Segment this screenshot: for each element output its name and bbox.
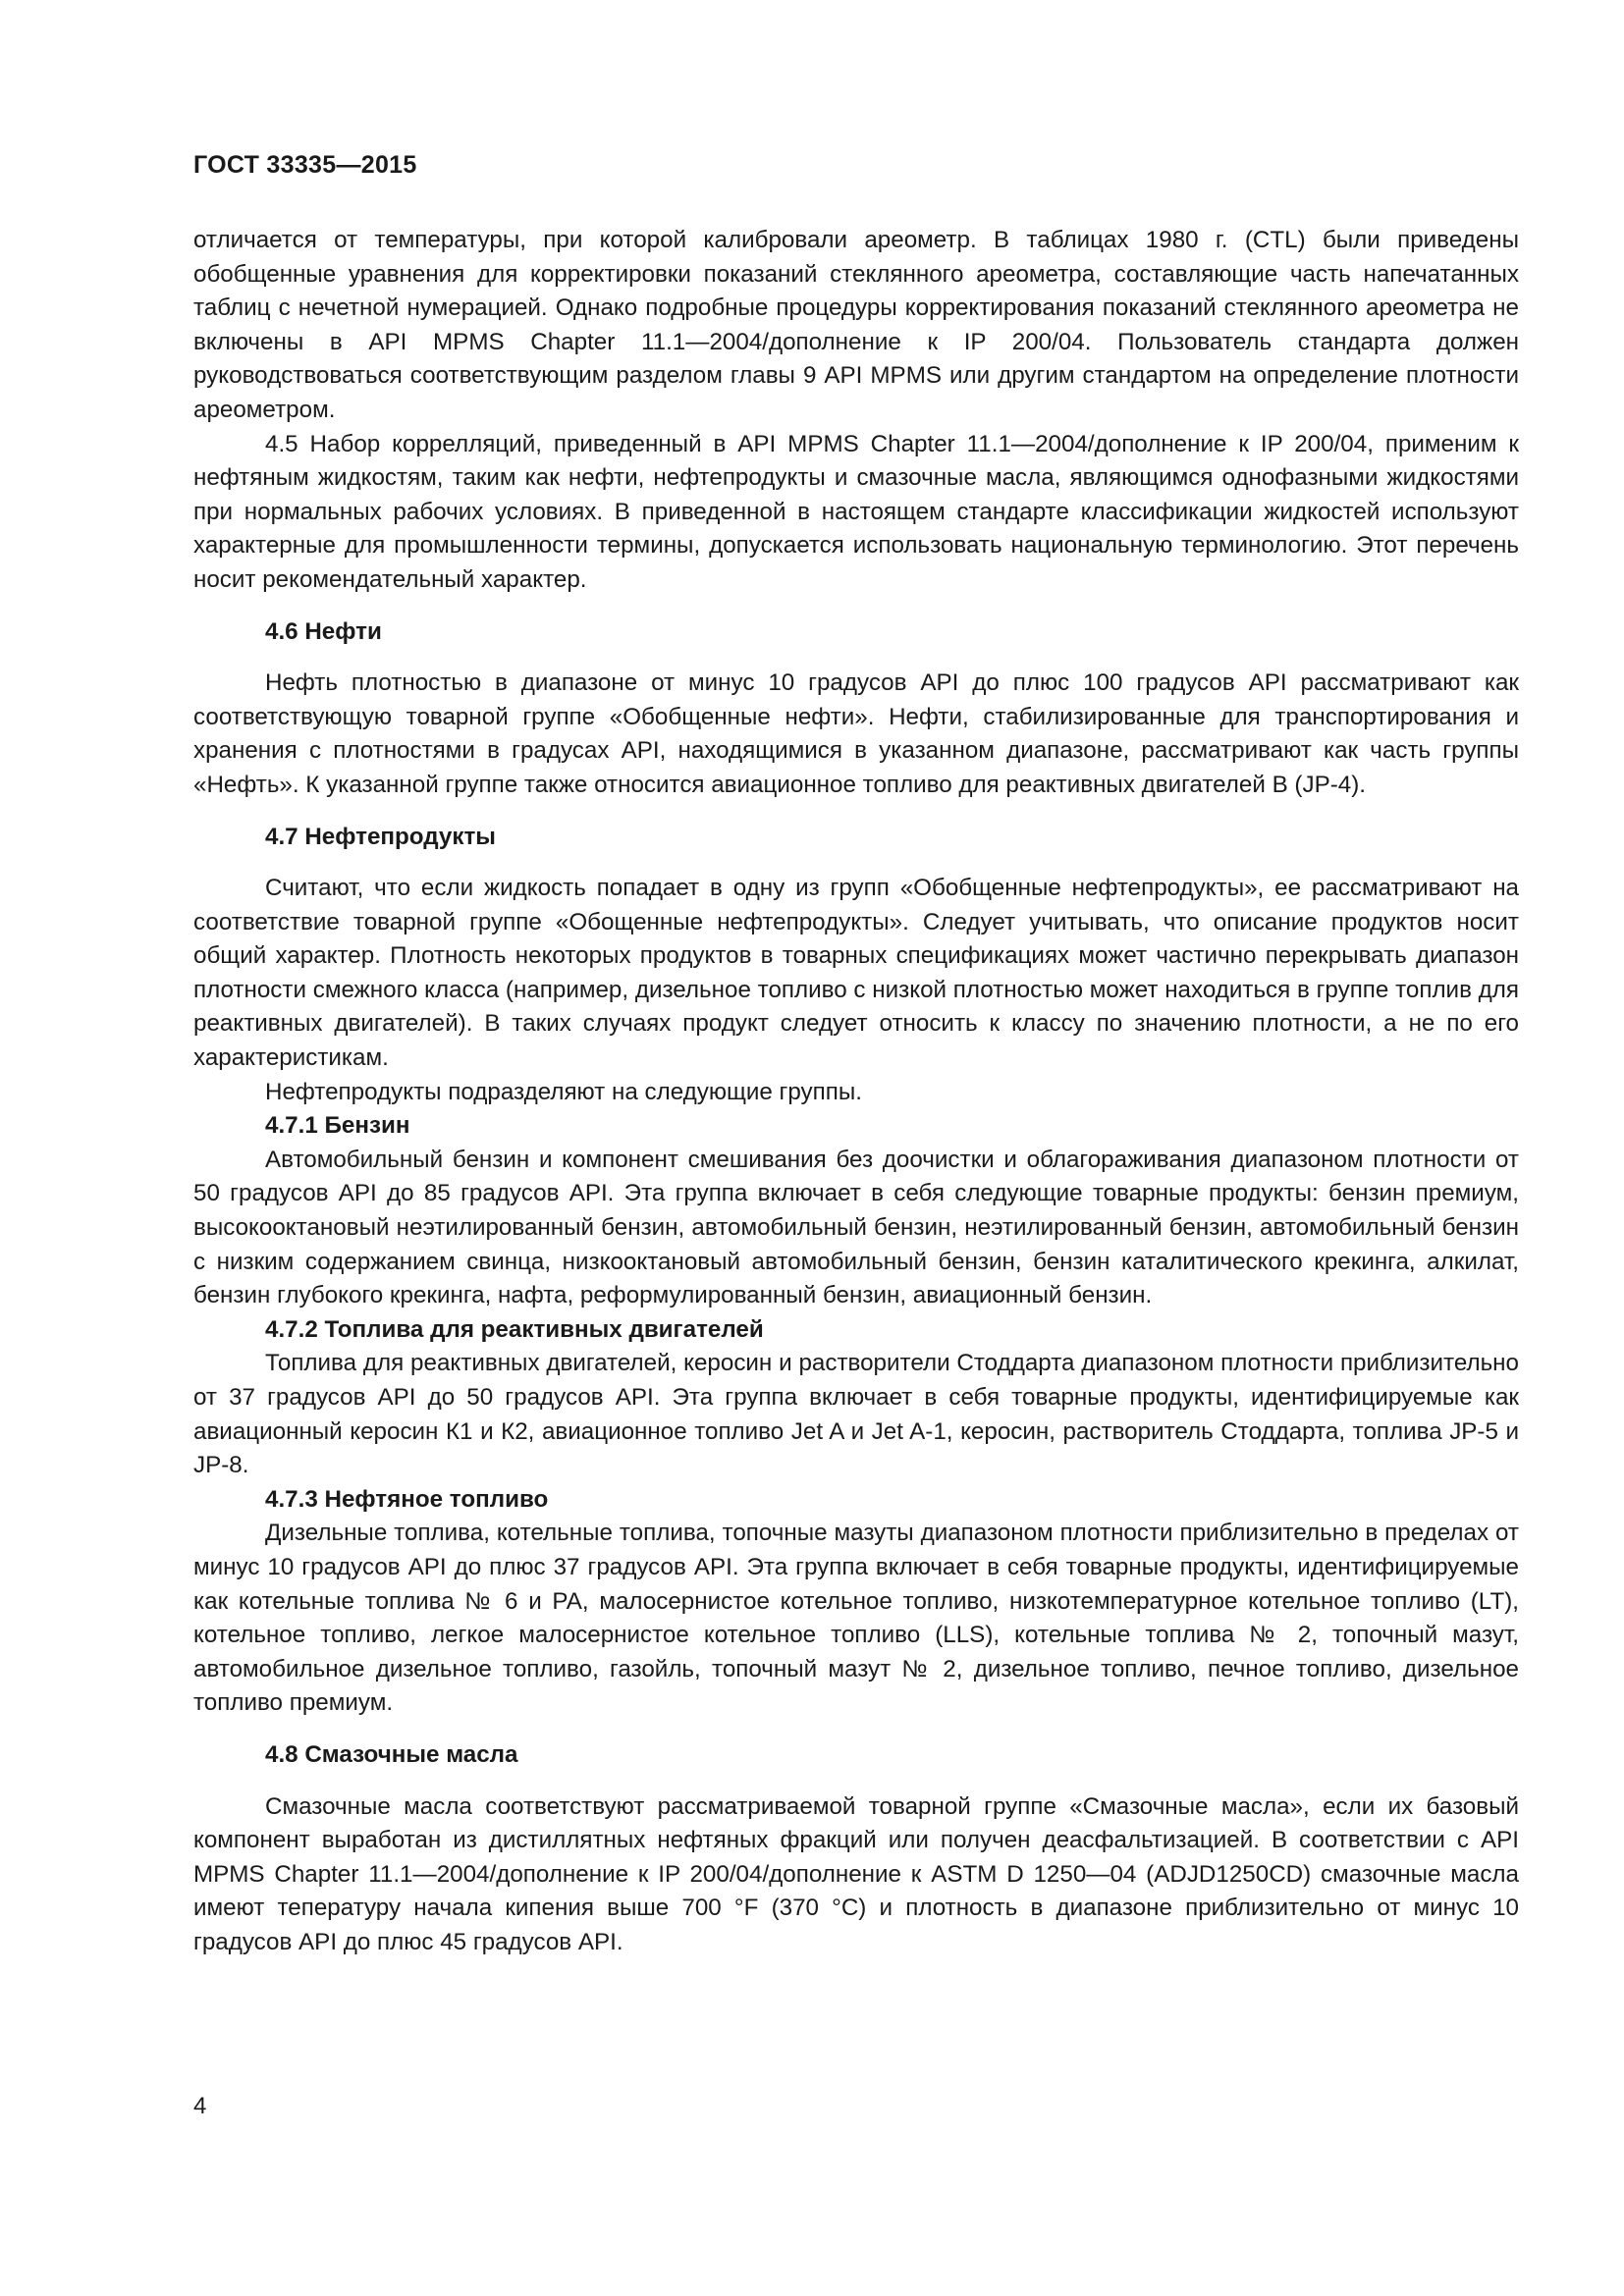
paragraph-4-7-3: Дизельные топлива, котельные топлива, топочные мазуты диапазоном плотности приблизительно в пределах от минус 10 градусов API до плюс 37 градусов API. Эта группа включает в себя товарные продукты, идентифицируемые как котельные топлива № 6 и PA, малосернистое котельное топливо, низкотемпературное котельное топливо (LT), котельное топливо, легкое малосернистое котельное топливо (LLS), котельные топлива № 2, топочный мазут, автомобильное дизельное топливо, газойль, топочный мазут № 2, дизельное топливо, печное топливо, дизельное топливо премиум. [193, 1520, 1519, 1717]
heading-4-6: 4.6 Нефти [265, 617, 382, 645]
paragraph-4-7: Считают, что если жидкость попадает в одну из групп «Обобщенные нефтепродукты», ее рассматривают на соответствие товарной группе «Обощенные нефтепродукты». Следует учитывать, что описание продуктов носит общий характер. Плотность некоторых продуктов в товарных спецификациях может частично перекрывать диапазон плотности смежного класса (например, дизельное топливо с низкой плотностью может находиться в группе топлив для реактивных двигателей). В таких случаях продукт следует относить к классу по значению плотности, а не по его характеристикам. [193, 875, 1519, 1072]
heading-4-7-3: 4.7.3 Нефтяное топливо [265, 1485, 549, 1513]
document-body [193, 224, 1519, 1960]
heading-4-7-2: 4.7.2 Топлива для реактивных двигателей [265, 1315, 764, 1343]
paragraph-4-5: 4.5 Набор коррелляций, приведенный в API MPMS Chapter 11.1—2004/дополнение к IP 200/04, применим к нефтяным жидкостям, таким как нефти, нефтепродукты и смазочные масла, являющимся однофазными жидкостями при нормальных рабочих условиях. В приведенной в настоящем стандарте классификации жидкостей используют характерные для промышленности термины, допускается использовать национальную терминологию. Этот перечень носит рекомендательный характер. [193, 430, 1519, 593]
paragraph-intro-continuation: отличается от температуры, при которой калибровали ареометр. В таблицах 1980 г. (CTL) были приведены обобщенные уравнения для корректировки показаний стеклянного ареометра, составляющие часть напечатанных таблиц с нечетной нумерацией. Однако подробные процедуры корректирования показаний стеклянного ареометра не включены в API MPMS Chapter 11.1—2004/дополнение к IP 200/04. Пользователь стандарта должен руководствоваться соответствующим разделом главы 9 API MPMS или другим стандартом на определение плотности ареометром. [193, 227, 1519, 423]
page-number: 4 [193, 2093, 207, 2119]
paragraph-4-8: Смазочные масла соответствуют рассматриваемой товарной группе «Смазочные масла», если их базовый компонент выработан из дистиллятных нефтяных фракций или получен деасфальтизацией. В соответствии с API MPMS Chapter 11.1—2004/дополнение к IP 200/04/дополнение к ASTM D 1250—04 (ADJD1250CD) смазочные масла имеют тепературу начала кипения выше 700 °F (370 °C) и плотность в диапазоне приблизительно от минус 10 градусов API до плюс 45 градусов API. [193, 1792, 1519, 1955]
heading-4-8: 4.8 Смазочные масла [265, 1740, 518, 1768]
paragraph-4-7-1: Автомобильный бензин и компонент смешивания без доочистки и облагораживания диапазоном плотности от 50 градусов API до 85 градусов API. Эта группа включает в себя следующие товарные продукты: бензин премиум, высокооктановый неэтилированный бензин, автомобильный бензин, неэтилированный бензин, автомобильный бензин с низким содержанием свинца, низкооктановый автомобильный бензин, бензин каталитического крекинга, алкилат, бензин глубокого крекинга, нафта, реформулированный бензин, авиационный бензин. [193, 1146, 1519, 1309]
paragraph-4-7-2: Топлива для реактивных двигателей, керосин и растворители Стоддарта диапазоном плотности приблизительно от 37 градусов API до 50 градусов API. Эта группа включает в себя товарные продукты, идентифицируемые как авиационный керосин К1 и К2, авиационное топливо Jet A и Jet A-1, керосин, растворитель Стоддарта, топлива JP-5 и JP-8. [193, 1350, 1519, 1479]
paragraph-4-7-groups: Нефтепродукты подразделяют на следующие группы. [265, 1078, 862, 1105]
heading-4-7-1: 4.7.1 Бензин [265, 1112, 410, 1140]
heading-4-7: 4.7 Нефтепродукты [265, 823, 496, 850]
document-id-header: ГОСТ 33335—2015 [193, 151, 417, 179]
paragraph-4-6: Нефть плотностью в диапазоне от минус 10 градусов API до плюс 100 градусов API рассматривают как соответствующую товарной группе «Обобщенные нефти». Нефти, стабилизированные для транспортирования и хранения с плотностями в градусах API, находящимися в указанном диапазоне, рассматривают как часть группы «Нефть». К указанной группе также относится авиационное топливо для реактивных двигателей B (JP-4). [193, 669, 1519, 798]
